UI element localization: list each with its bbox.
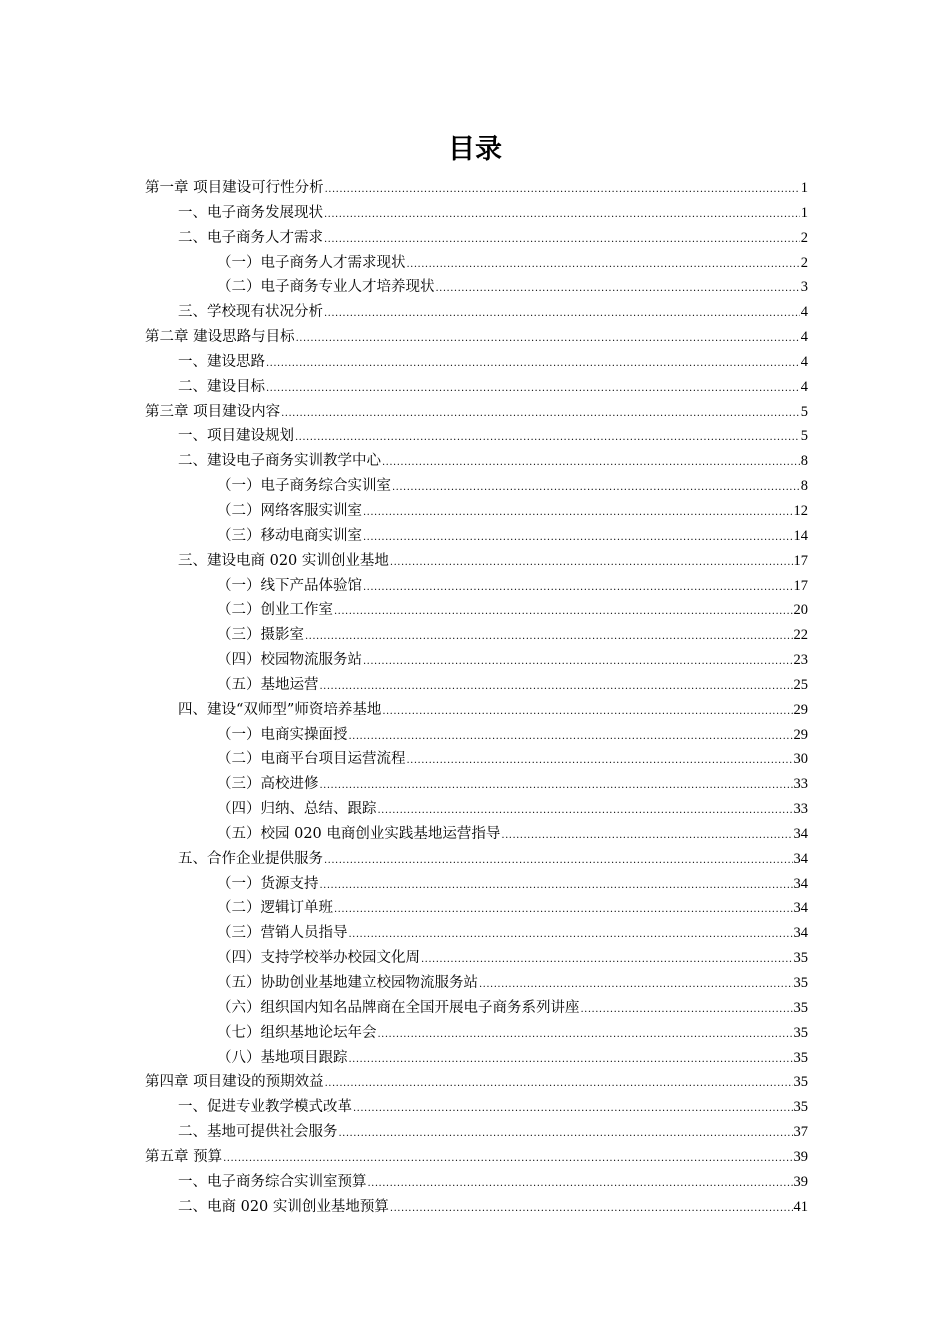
toc-entry-label: 第四章 项目建设的预期效益 <box>145 1074 324 1091</box>
toc-entry-label: 一、电子商务发展现状 <box>178 204 323 221</box>
toc-entry[interactable] <box>145 474 808 499</box>
toc-entry-label: （四）支持学校举办校园文化周 <box>217 950 420 967</box>
dot-leader <box>324 847 793 872</box>
dot-leader <box>324 300 800 325</box>
toc-entry[interactable] <box>145 598 808 623</box>
toc-entry-label: 第五章 预算 <box>145 1148 223 1165</box>
toc-entry-label: （四）归纳、总结、跟踪 <box>217 801 377 818</box>
toc-entry-page-number: 41 <box>793 1198 808 1215</box>
toc-entry-page-number: 17 <box>793 552 808 569</box>
toc-entry-label: （二）电商平台项目运营流程 <box>217 751 406 768</box>
dot-leader <box>349 1046 793 1071</box>
toc-entry[interactable] <box>145 1195 808 1220</box>
toc-entry-page-number: 30 <box>793 751 808 768</box>
dot-leader <box>266 350 800 375</box>
dot-leader <box>392 474 800 499</box>
dot-leader <box>320 872 793 897</box>
toc-entry-page-number: 2 <box>800 254 808 271</box>
toc-entry-page-number: 34 <box>793 825 808 842</box>
toc-entry[interactable] <box>145 623 808 648</box>
toc-entry[interactable] <box>145 723 808 748</box>
dot-leader <box>421 946 793 971</box>
toc-entry-page-number: 34 <box>793 850 808 867</box>
dot-leader <box>295 424 800 449</box>
toc-entry-label: 五、合作企业提供服务 <box>178 850 323 867</box>
toc-entry[interactable] <box>145 201 808 226</box>
dot-leader <box>390 1195 793 1220</box>
dot-leader <box>349 921 793 946</box>
toc-entry[interactable] <box>145 797 808 822</box>
toc-entry-label: 四、建设“双师型”师资培养基地 <box>178 701 382 718</box>
toc-entry[interactable] <box>145 971 808 996</box>
toc-entry[interactable] <box>145 300 808 325</box>
toc-entry-label: （八）基地项目跟踪 <box>217 1049 348 1066</box>
toc-entry-label: （三）高校进修 <box>217 776 319 793</box>
toc-entry-label: 三、学校现有状况分析 <box>178 304 323 321</box>
toc-entry-page-number: 12 <box>793 502 808 519</box>
toc-entry[interactable] <box>145 1095 808 1120</box>
toc-entry[interactable] <box>145 747 808 772</box>
toc-entry[interactable] <box>145 921 808 946</box>
toc-entry-label: （二）网络客服实训室 <box>217 502 362 519</box>
toc-entry[interactable] <box>145 847 808 872</box>
toc-entry[interactable] <box>145 648 808 673</box>
toc-entry[interactable] <box>145 996 808 1021</box>
toc-entry-label: 一、电子商务综合实训室预算 <box>178 1173 367 1190</box>
toc-entry-page-number: 39 <box>793 1148 808 1165</box>
toc-entry-label: 二、电商 020 实训创业基地预算 <box>178 1198 389 1215</box>
toc-entry-label: （七）组织基地论坛年会 <box>217 1024 377 1041</box>
dot-leader <box>363 648 793 673</box>
toc-entry-page-number: 35 <box>793 1049 808 1066</box>
table-of-contents <box>145 176 808 1219</box>
toc-entry[interactable] <box>145 772 808 797</box>
toc-entry[interactable] <box>145 499 808 524</box>
dot-leader <box>305 623 793 648</box>
toc-entry-label: （四）校园物流服务站 <box>217 652 362 669</box>
dot-leader <box>407 747 793 772</box>
toc-entry-label: （二）创业工作室 <box>217 602 333 619</box>
toc-entry[interactable] <box>145 673 808 698</box>
toc-entry-label: 第一章 项目建设可行性分析 <box>145 180 324 196</box>
toc-entry[interactable] <box>145 424 808 449</box>
toc-entry-label: （三）摄影室 <box>217 627 304 644</box>
toc-entry-label: （一）货源支持 <box>217 875 319 892</box>
toc-entry-page-number: 35 <box>793 950 808 967</box>
toc-entry-page-number: 33 <box>793 776 808 793</box>
toc-entry-page-number: 8 <box>800 478 808 495</box>
dot-leader <box>324 226 800 251</box>
toc-entry-page-number: 34 <box>793 875 808 892</box>
toc-entry-label: （三）营销人员指导 <box>217 925 348 942</box>
toc-entry[interactable] <box>145 1145 808 1170</box>
toc-entry[interactable] <box>145 251 808 276</box>
dot-leader <box>320 673 793 698</box>
toc-entry-page-number: 4 <box>800 304 808 321</box>
toc-entry-label: （五）协助创业基地建立校园物流服务站 <box>217 975 478 991</box>
dot-leader <box>266 375 800 400</box>
toc-entry-page-number: 17 <box>793 577 808 594</box>
dot-leader <box>296 325 800 350</box>
dot-leader <box>324 201 800 226</box>
toc-entry-page-number: 35 <box>793 1024 808 1041</box>
toc-entry-page-number: 4 <box>800 378 808 395</box>
toc-entry[interactable] <box>145 176 808 201</box>
toc-entry-page-number: 35 <box>793 1099 808 1116</box>
toc-entry-label: （二）逻辑订单班 <box>217 900 333 917</box>
dot-leader <box>334 896 793 921</box>
toc-entry-label: 二、电子商务人才需求 <box>178 229 323 246</box>
toc-entry[interactable] <box>145 350 808 375</box>
dot-leader <box>363 524 793 549</box>
dot-leader <box>334 598 793 623</box>
dot-leader <box>363 499 793 524</box>
toc-entry-label: （一）线下产品体验馆 <box>217 577 362 594</box>
toc-title: 目录 <box>448 134 502 165</box>
toc-entry-label: （五）基地运营 <box>217 676 319 693</box>
toc-entry-label: 二、基地可提供社会服务 <box>178 1124 338 1141</box>
toc-entry[interactable] <box>145 1170 808 1195</box>
toc-entry-label: （二）电子商务专业人才培养现状 <box>217 279 435 296</box>
toc-entry[interactable] <box>145 1021 808 1046</box>
toc-entry-page-number: 25 <box>793 676 808 693</box>
dot-leader <box>363 574 793 599</box>
toc-entry-page-number: 5 <box>800 428 808 445</box>
toc-entry-page-number: 35 <box>793 1074 808 1091</box>
dot-leader <box>382 698 792 723</box>
toc-entry-page-number: 35 <box>793 999 808 1016</box>
toc-entry-page-number: 22 <box>793 627 808 644</box>
toc-entry-page-number: 4 <box>800 329 808 346</box>
dot-leader <box>281 400 800 425</box>
toc-entry-page-number: 34 <box>793 925 808 942</box>
dot-leader <box>368 1170 793 1195</box>
toc-entry[interactable] <box>145 896 808 921</box>
toc-entry-label: （一）电商实操面授 <box>217 726 348 743</box>
dot-leader <box>339 1120 793 1145</box>
dot-leader <box>325 1070 793 1095</box>
dot-leader <box>353 1095 793 1120</box>
dot-leader <box>320 772 793 797</box>
toc-entry-label: （一）电子商务综合实训室 <box>217 478 391 495</box>
toc-entry-page-number: 14 <box>793 527 808 544</box>
toc-entry-page-number: 33 <box>793 801 808 818</box>
toc-entry[interactable] <box>145 1070 808 1095</box>
dot-leader <box>382 449 800 474</box>
dot-leader <box>501 822 792 847</box>
dot-leader <box>349 723 793 748</box>
toc-entry-label: （六）组织国内知名品牌商在全国开展电子商务系列讲座 <box>217 999 580 1016</box>
dot-leader <box>378 797 793 822</box>
toc-entry-label: （五）校园 020 电商创业实践基地运营指导 <box>217 825 501 842</box>
toc-entry[interactable] <box>145 549 808 574</box>
toc-entry-label: 一、建设思路 <box>178 353 265 370</box>
dot-leader <box>436 275 800 300</box>
toc-entry-page-number: 4 <box>800 353 808 370</box>
toc-entry-page-number: 8 <box>800 453 808 470</box>
toc-entry[interactable] <box>145 375 808 400</box>
toc-entry[interactable] <box>145 275 808 300</box>
toc-entry-label: （三）移动电商实训室 <box>217 527 362 544</box>
toc-entry-page-number: 20 <box>793 602 808 619</box>
toc-entry-page-number: 1 <box>800 180 808 196</box>
toc-entry-page-number: 29 <box>793 701 808 718</box>
toc-entry-page-number: 3 <box>800 279 808 296</box>
toc-entry-page-number: 2 <box>800 229 808 246</box>
toc-entry[interactable] <box>145 400 808 425</box>
dot-leader <box>325 176 800 201</box>
toc-entry-page-number: 37 <box>793 1124 808 1141</box>
toc-entry-label: （一）电子商务人才需求现状 <box>217 254 406 271</box>
dot-leader <box>223 1145 792 1170</box>
toc-entry-label: 一、项目建设规划 <box>178 428 294 445</box>
toc-entry[interactable] <box>145 524 808 549</box>
toc-entry[interactable] <box>145 698 808 723</box>
toc-entry-label: 第三章 项目建设内容 <box>145 403 281 420</box>
toc-entry[interactable] <box>145 1120 808 1145</box>
dot-leader <box>407 251 800 276</box>
toc-entry-page-number: 23 <box>793 652 808 669</box>
dot-leader <box>390 549 793 574</box>
toc-entry[interactable] <box>145 946 808 971</box>
toc-entry[interactable] <box>145 325 808 350</box>
toc-entry-page-number: 34 <box>793 900 808 917</box>
toc-entry-label: 二、建设电子商务实训教学中心 <box>178 453 381 470</box>
toc-entry[interactable] <box>145 226 808 251</box>
dot-leader <box>378 1021 793 1046</box>
toc-entry[interactable] <box>145 872 808 897</box>
toc-entry-label: 三、建设电商 020 实训创业基地 <box>178 552 389 569</box>
toc-entry-page-number: 1 <box>800 204 808 221</box>
toc-entry-page-number: 35 <box>793 975 808 991</box>
toc-entry[interactable] <box>145 822 808 847</box>
toc-entry[interactable] <box>145 449 808 474</box>
toc-entry-page-number: 29 <box>793 726 808 743</box>
toc-entry-label: 二、建设目标 <box>178 378 265 395</box>
toc-entry[interactable] <box>145 1046 808 1071</box>
toc-entry[interactable] <box>145 574 808 599</box>
toc-entry-page-number: 5 <box>800 403 808 420</box>
toc-entry-page-number: 39 <box>793 1173 808 1190</box>
dot-leader <box>479 971 793 996</box>
toc-entry-label: 第二章 建设思路与目标 <box>145 329 295 346</box>
toc-entry-label: 一、促进专业教学模式改革 <box>178 1099 352 1116</box>
dot-leader <box>581 996 793 1021</box>
